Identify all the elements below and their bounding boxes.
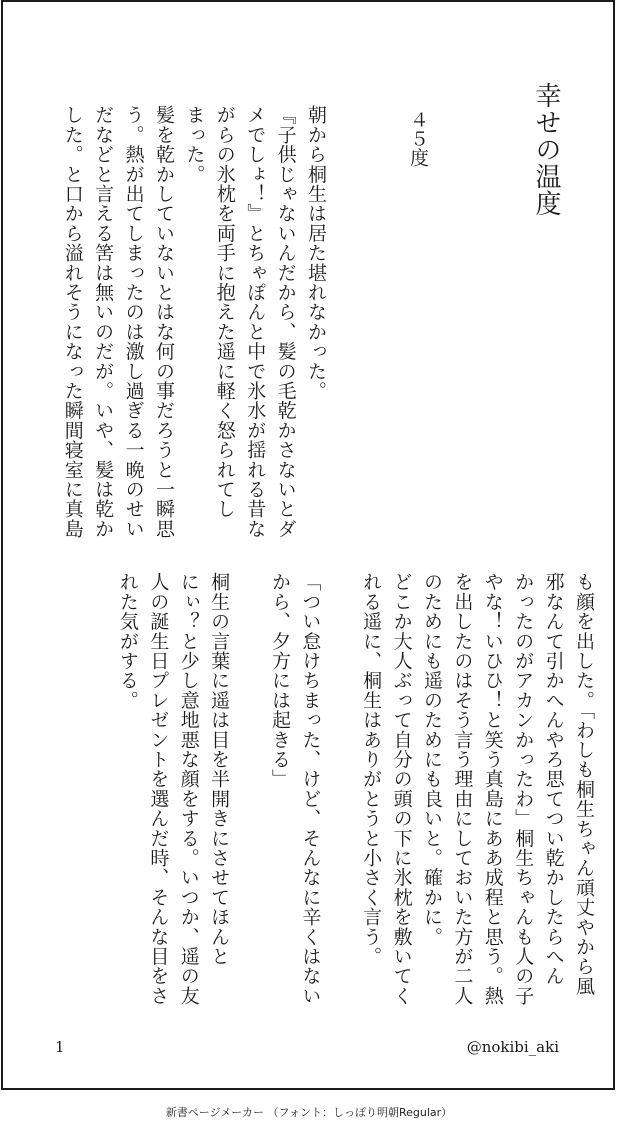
body-text-lower: も顔を出した。「わしも桐生ちゃん頑丈やから風 邪なんて引かへんやろ思てつい乾かしたらへん かったのがアカンかったわ」桐生ちゃんも人の子 やな！いひひ！と笑う真島にああ成程と思う。熱 を出したのはそう言う理由にしておいた方が二人 のためにも遥のためにも良いと。確かに。 どこか大人ぶって自分の頭の下に氷枕を敷いてく れる遥に、桐生はありがとうと小さく言う。 「つい怠けちまった、けど、そんなに辛くはない から、夕方には起きる」 桐生の言葉に遥は目を半開きにさせてほんと にぃ？と少し意地悪な顔をする。いつか、遥の友 人の誕生日プレゼントを選んだ時、そんな目をさ れた気がする。 <box>116 572 595 1006</box>
chapter-subtitle: ４５度 <box>407 110 429 167</box>
story-title: 幸せの温度 <box>531 82 561 217</box>
page-number: 1 <box>55 1038 65 1056</box>
novel-page <box>1 0 615 1090</box>
generator-credit: 新書ページメーカー （フォント：しっぽり明朝Regular） <box>165 1106 453 1119</box>
body-text-upper: 朝から桐生は居た堪れなかった。 『子供じゃないんだから、髪の毛乾かさないとダ メでしょ！』とちゃぽんと中で氷水が揺れる昔な がらの氷枕を両手に抱えた遥に軽く怒られてし まった。 髪を乾かしていないとはな何の事だろうと一瞬思 う。熱が出てしまったのは激し過ぎる一晩のせい だなどと言える筈は無いのだが。いや、髪は乾か した。と口から溢れそうになった瞬間寝室に真島 <box>61 105 327 539</box>
author-handle: @nokibi_aki <box>466 1038 559 1056</box>
